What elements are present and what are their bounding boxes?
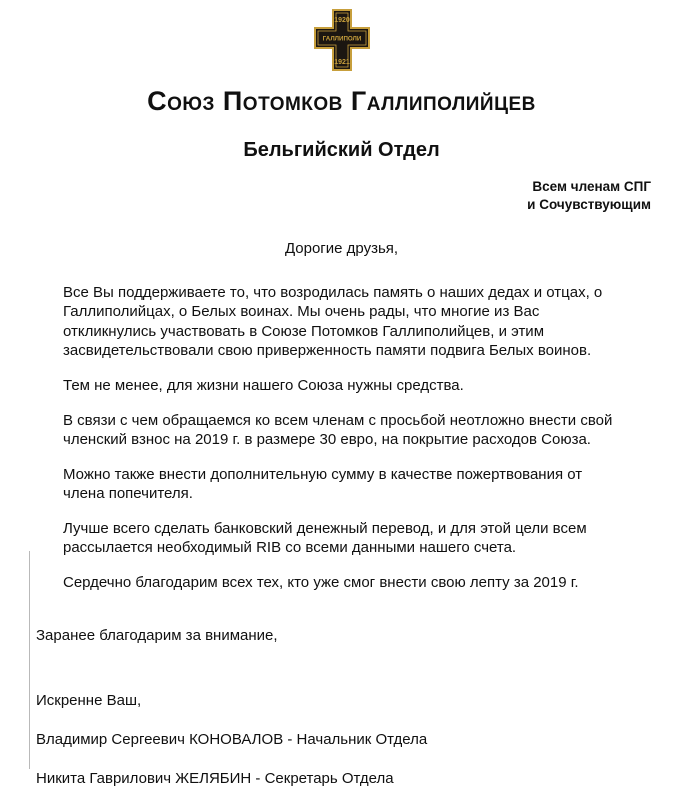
emblem-top-year: 1920 — [333, 17, 350, 24]
addressee-line-1: Всем членам СПГ — [532, 179, 651, 194]
left-margin-line — [29, 551, 30, 769]
gallipoli-cross-icon — [313, 8, 371, 72]
paragraph-5: Лучше всего сделать банковский денежный перевод, и для этой цели всем рассылается необходимый RIB со всеми данными нашего счета. — [63, 519, 587, 556]
closing-thanks: Заранее благодарим за внимание, — [36, 627, 278, 644]
paragraph-2: Тем не менее, для жизни нашего Союза нужны средства. — [63, 376, 464, 394]
signature-secretary: Никита Гаврилович ЖЕЛЯБИН - Секретарь Отдела — [36, 770, 394, 788]
paragraph-3: В связи с чем обращаемся ко всем членам с просьбой неотложно внести свой членский взнос на 2019 г. в размере 30 евро, на покрытие расходов Союза. — [63, 411, 613, 448]
emblem-container — [0, 0, 683, 72]
closing-sincerely: Искренне Ваш, — [36, 692, 142, 710]
department-title: Бельгийский Отдел — [243, 139, 440, 161]
emblem-bottom-year: 1921 — [333, 59, 350, 66]
organization-title: Союз Потомков Галлиполийцев — [147, 86, 536, 116]
letter-body — [63, 283, 623, 592]
closing-block — [36, 626, 623, 788]
paragraph-6: Сердечно благодарим всех тех, кто уже смог внести свою лепту за 2019 г. — [63, 573, 579, 591]
paragraph-1: Все Вы поддерживаете то, что возродилась память о наших дедах и отцах, о Галлиполийцах, о Белых воинах. Мы очень рады, что многие из Вас откликнулись участвовать в Союзе Потомков Галлиполийцев, и этим засвидетельствовали свою приверженность памяти подвига Белых воинов. — [63, 284, 603, 359]
addressee-block — [0, 178, 683, 214]
paragraph-4: Можно также внести дополнительную сумму в качестве пожертвования от члена попечителя. — [63, 465, 583, 502]
signature-chief: Владимир Сергеевич КОНОВАЛОВ - Начальник Отдела — [36, 731, 428, 749]
addressee-line-2: и Сочувствующим — [527, 197, 651, 213]
emblem-band-text: ГАЛЛИПОЛИ — [322, 35, 361, 43]
salutation: Дорогие друзья, — [284, 240, 399, 258]
